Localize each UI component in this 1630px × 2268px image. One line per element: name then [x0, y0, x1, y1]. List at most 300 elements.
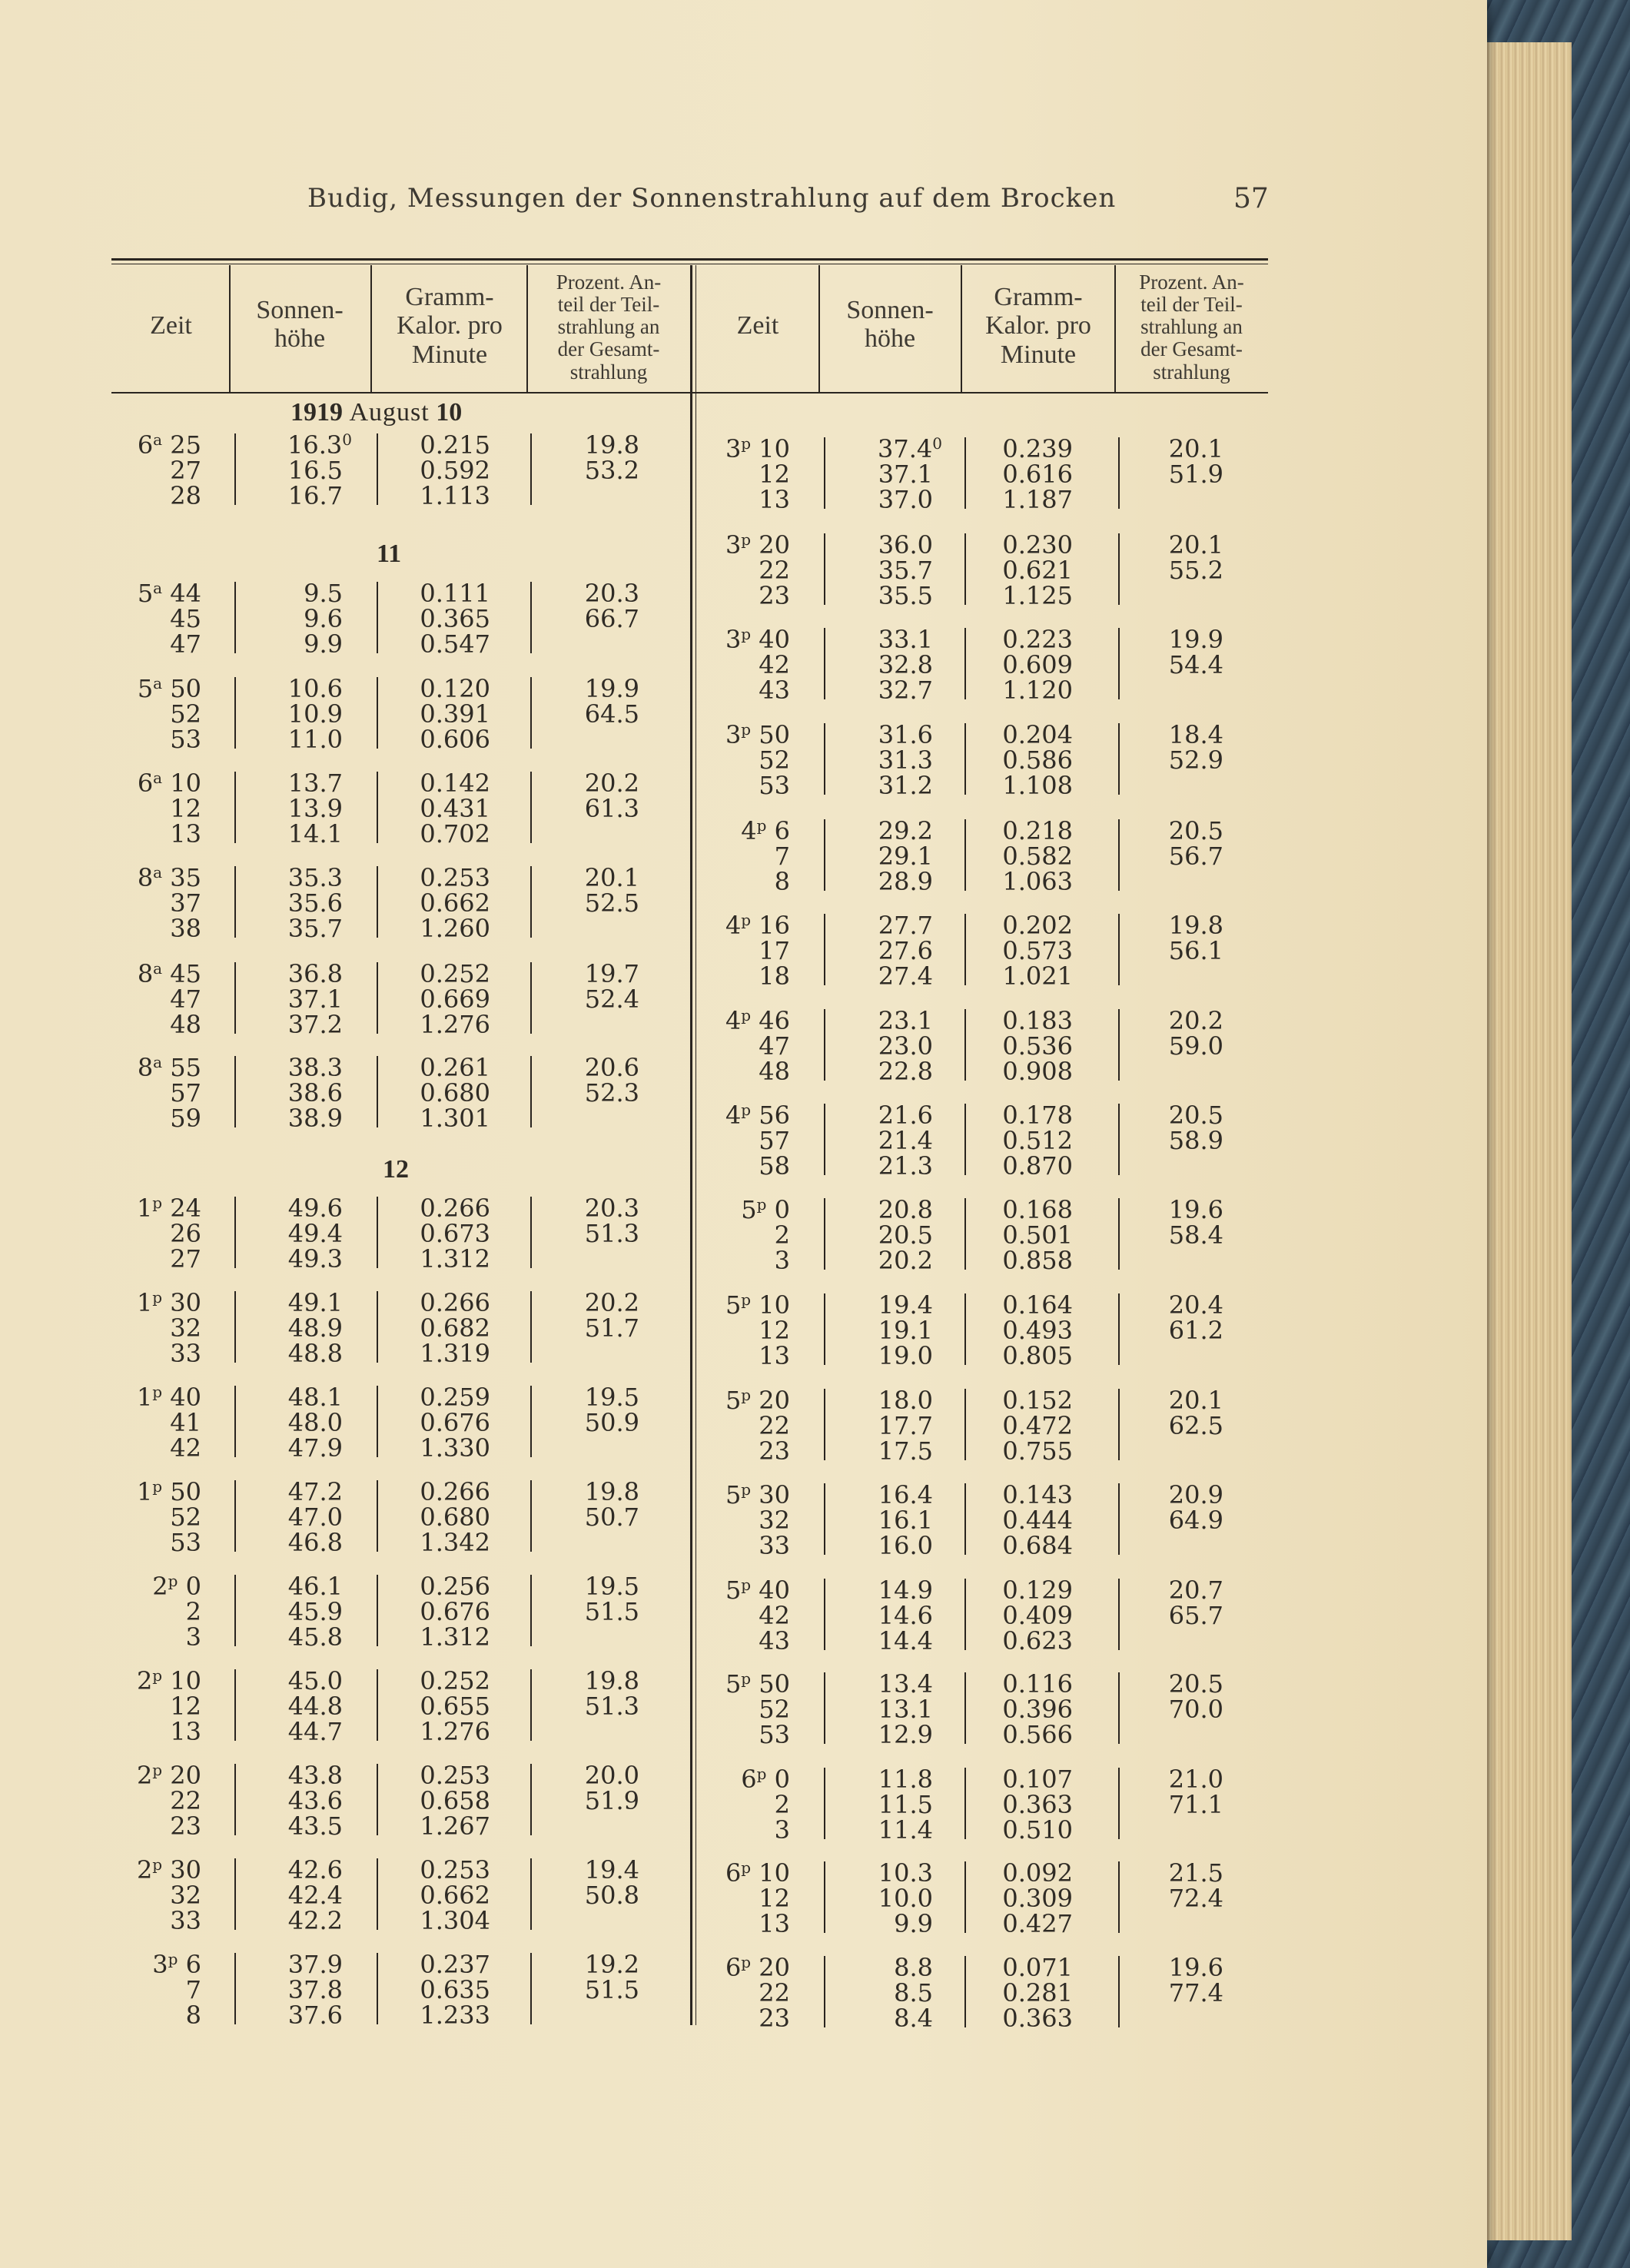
percent-cell: 19.5	[584, 1572, 639, 1601]
group-separator	[1118, 1198, 1120, 1270]
time-cell: 33	[759, 1531, 790, 1560]
time-cell: 18	[759, 961, 790, 991]
calorie-cell: 0.253	[420, 1761, 490, 1790]
time-cell: 12	[170, 794, 201, 823]
center-rule-thin	[695, 265, 696, 2025]
altitude-cell: 13.9	[287, 794, 343, 823]
time-cell: 52	[170, 699, 201, 729]
calorie-cell: 0.658	[420, 1786, 490, 1815]
altitude-cell: 32.8	[878, 650, 933, 679]
time-cell: 42	[759, 1601, 790, 1630]
calorie-cell: 0.237	[420, 1950, 490, 1979]
altitude-cell: 8.4	[894, 2004, 933, 2033]
page-number: 57	[1233, 183, 1269, 214]
altitude-cell: 9.5	[304, 579, 343, 608]
calorie-cell: 1.319	[420, 1339, 490, 1368]
header-separator	[1114, 265, 1116, 392]
calorie-cell: 0.858	[1002, 1246, 1073, 1275]
time-cell: 27	[170, 1244, 201, 1273]
time-cell: 13	[759, 1341, 790, 1370]
calorie-cell: 0.510	[1002, 1815, 1073, 1845]
group-separator	[530, 962, 532, 1034]
percent-cell: 51.5	[584, 1597, 639, 1626]
altitude-cell: 37.8	[287, 1975, 343, 2004]
time-cell: 13	[759, 1909, 790, 1938]
percent-cell: 20.2	[1168, 1006, 1223, 1035]
time-cell: 33	[170, 1339, 201, 1368]
calorie-cell: 1.342	[420, 1528, 490, 1557]
percent-cell: 20.5	[1168, 816, 1223, 845]
group-separator	[530, 1764, 532, 1835]
altitude-cell: 46.8	[287, 1528, 343, 1557]
calorie-cell: 0.107	[1002, 1765, 1073, 1794]
altitude-cell: 20.8	[878, 1195, 933, 1224]
altitude-cell: 19.0	[878, 1341, 933, 1370]
calorie-cell: 0.168	[1002, 1195, 1073, 1224]
time-cell: 5$^p$ 10	[725, 1290, 790, 1320]
time-cell: 12	[759, 460, 790, 489]
date-heading: 1919 August 10	[290, 398, 463, 427]
time-cell: 52	[759, 1695, 790, 1724]
calorie-cell: 0.252	[420, 1666, 490, 1695]
altitude-cell: 35.7	[878, 556, 933, 585]
calorie-cell: 0.547	[420, 629, 490, 659]
altitude-cell: 14.9	[878, 1576, 933, 1605]
group-separator	[964, 914, 966, 985]
percent-cell: 50.9	[584, 1408, 639, 1437]
percent-cell: 20.0	[584, 1761, 639, 1790]
group-separator	[377, 1764, 378, 1835]
calorie-cell: 0.431	[420, 794, 490, 823]
altitude-cell: 19.4	[878, 1290, 933, 1320]
altitude-cell: 27.6	[878, 936, 933, 965]
altitude-cell: 49.6	[287, 1194, 343, 1223]
time-cell: 52	[759, 745, 790, 775]
group-separator	[964, 1579, 966, 1650]
percent-cell: 19.7	[584, 959, 639, 988]
altitude-cell: 19.1	[878, 1316, 933, 1345]
percent-cell: 65.7	[1168, 1601, 1223, 1630]
table-top-rule	[111, 258, 1268, 261]
header-gramm-left: Gramm- Kalor. pro Minute	[397, 283, 503, 369]
altitude-cell: 36.8	[287, 959, 343, 988]
day-heading-11: 11	[377, 540, 402, 568]
group-separator	[377, 582, 378, 653]
header-sonnenhoehe-left: Sonnen- höhe	[256, 296, 344, 354]
group-separator	[964, 628, 966, 699]
altitude-cell: 16.3$^0$	[287, 430, 352, 460]
altitude-cell: 11.5	[878, 1790, 933, 1819]
altitude-cell: 8.8	[894, 1953, 933, 1982]
percent-cell: 20.1	[584, 863, 639, 892]
calorie-cell: 0.616	[1002, 460, 1073, 489]
time-cell: 13	[170, 1717, 201, 1746]
altitude-cell: 35.6	[287, 888, 343, 918]
calorie-cell: 0.592	[420, 456, 490, 485]
altitude-cell: 10.3	[878, 1858, 933, 1888]
altitude-cell: 49.4	[287, 1219, 343, 1248]
percent-cell: 20.3	[584, 1194, 639, 1223]
calorie-cell: 0.501	[1002, 1220, 1073, 1250]
percent-cell: 51.3	[584, 1692, 639, 1721]
group-separator	[964, 1672, 966, 1744]
altitude-cell: 16.5	[287, 456, 343, 485]
time-cell: 13	[759, 485, 790, 514]
group-separator	[377, 1386, 378, 1457]
header-zeit-left: Zeit	[150, 311, 192, 340]
altitude-cell: 35.7	[287, 914, 343, 943]
altitude-cell: 10.0	[878, 1884, 933, 1913]
calorie-cell: 0.363	[1002, 1790, 1073, 1819]
percent-cell: 71.1	[1168, 1790, 1223, 1819]
time-cell: 22	[759, 1411, 790, 1440]
group-separator	[530, 1056, 532, 1127]
time-cell: 2$^p$ 10	[136, 1666, 201, 1695]
percent-cell: 70.0	[1168, 1695, 1223, 1724]
altitude-cell: 49.3	[287, 1244, 343, 1273]
group-separator	[964, 1483, 966, 1555]
altitude-cell: 48.9	[287, 1313, 343, 1343]
calorie-cell: 0.309	[1002, 1884, 1073, 1913]
altitude-cell: 18.0	[878, 1386, 933, 1415]
time-cell: 52	[170, 1503, 201, 1532]
percent-cell: 61.3	[584, 794, 639, 823]
time-cell: 6$^p$ 20	[725, 1953, 790, 1982]
time-cell: 6$^a$ 25	[137, 430, 201, 460]
altitude-cell: 14.1	[287, 819, 343, 848]
time-cell: 5$^p$ 50	[725, 1669, 790, 1699]
group-separator	[530, 1480, 532, 1552]
percent-cell: 19.8	[1168, 911, 1223, 940]
time-cell: 53	[170, 1528, 201, 1557]
percent-cell: 58.4	[1168, 1220, 1223, 1250]
percent-cell: 19.8	[584, 430, 639, 460]
altitude-cell: 43.8	[287, 1761, 343, 1790]
group-separator	[530, 1386, 532, 1457]
altitude-cell: 20.5	[878, 1220, 933, 1250]
group-separator	[964, 1389, 966, 1460]
percent-cell: 62.5	[1168, 1411, 1223, 1440]
time-cell: 3$^p$ 50	[725, 720, 790, 749]
altitude-cell: 37.2	[287, 1010, 343, 1039]
calorie-cell: 1.260	[420, 914, 490, 943]
calorie-cell: 0.702	[420, 819, 490, 848]
altitude-cell: 42.2	[287, 1906, 343, 1935]
time-cell: 3$^p$ 40	[725, 625, 790, 654]
time-cell: 43	[759, 1626, 790, 1655]
time-cell: 22	[170, 1786, 201, 1815]
day-heading-12: 12	[383, 1155, 409, 1184]
group-separator	[964, 1293, 966, 1365]
altitude-cell: 44.8	[287, 1692, 343, 1721]
percent-cell: 21.5	[1168, 1858, 1223, 1888]
calorie-cell: 0.662	[420, 1881, 490, 1910]
group-separator	[964, 819, 966, 891]
time-cell: 6$^a$ 10	[137, 769, 201, 798]
calorie-cell: 0.673	[420, 1219, 490, 1248]
altitude-cell: 43.6	[287, 1786, 343, 1815]
header-prozent-right: Prozent. An- teil der Teil- strahlung an der Gesamt- strahlung	[1139, 271, 1244, 384]
group-separator	[1118, 1861, 1120, 1933]
group-separator	[377, 962, 378, 1034]
calorie-cell: 0.566	[1002, 1720, 1073, 1749]
percent-cell: 59.0	[1168, 1031, 1223, 1061]
group-separator	[377, 1953, 378, 2024]
calorie-cell: 0.143	[1002, 1480, 1073, 1509]
time-cell: 57	[170, 1078, 201, 1107]
group-separator	[964, 1009, 966, 1081]
calorie-cell: 0.493	[1002, 1316, 1073, 1345]
altitude-cell: 13.7	[287, 769, 343, 798]
calorie-cell: 0.152	[1002, 1386, 1073, 1415]
calorie-cell: 0.363	[1002, 2004, 1073, 2033]
time-cell: 8$^a$ 35	[137, 863, 201, 892]
percent-cell: 19.6	[1168, 1953, 1223, 1982]
group-separator	[1118, 723, 1120, 795]
calorie-cell: 1.276	[420, 1717, 490, 1746]
group-separator	[1118, 819, 1120, 891]
calorie-cell: 0.676	[420, 1597, 490, 1626]
group-separator	[377, 1669, 378, 1741]
altitude-cell: 11.0	[287, 725, 343, 754]
calorie-cell: 0.215	[420, 430, 490, 460]
altitude-cell: 42.6	[287, 1855, 343, 1884]
altitude-cell: 35.5	[878, 581, 933, 610]
time-cell: 53	[759, 1720, 790, 1749]
group-separator	[377, 772, 378, 843]
percent-cell: 20.3	[584, 579, 639, 608]
altitude-cell: 14.6	[878, 1601, 933, 1630]
calorie-cell: 0.536	[1002, 1031, 1073, 1061]
calorie-cell: 0.755	[1002, 1436, 1073, 1466]
altitude-cell: 29.2	[878, 816, 933, 845]
altitude-cell: 8.5	[894, 1978, 933, 2007]
percent-cell: 54.4	[1168, 650, 1223, 679]
calorie-cell: 0.680	[420, 1078, 490, 1107]
time-cell: 7	[774, 842, 790, 871]
altitude-cell: 16.7	[287, 481, 343, 510]
altitude-cell: 45.8	[287, 1622, 343, 1652]
percent-cell: 52.3	[584, 1078, 639, 1107]
percent-cell: 72.4	[1168, 1884, 1223, 1913]
altitude-cell: 45.9	[287, 1597, 343, 1626]
time-cell: 5$^p$ 20	[725, 1386, 790, 1415]
percent-cell: 20.9	[1168, 1480, 1223, 1509]
time-cell: 42	[170, 1433, 201, 1463]
group-separator	[1118, 1293, 1120, 1365]
group-separator	[1118, 1389, 1120, 1460]
percent-cell: 53.2	[584, 456, 639, 485]
time-cell: 6$^p$ 0	[741, 1765, 790, 1794]
percent-cell: 58.9	[1168, 1126, 1223, 1155]
time-cell: 59	[170, 1104, 201, 1133]
time-cell: 23	[759, 1436, 790, 1466]
time-cell: 5$^p$ 40	[725, 1576, 790, 1605]
time-cell: 2	[185, 1597, 201, 1626]
time-cell: 12	[170, 1692, 201, 1721]
calorie-cell: 0.230	[1002, 530, 1073, 560]
altitude-cell: 48.0	[287, 1408, 343, 1437]
altitude-cell: 31.3	[878, 745, 933, 775]
running-title: Budig, Messungen der Sonnenstrahlung auf dem Brocken	[307, 183, 1117, 214]
group-separator	[964, 533, 966, 605]
altitude-cell: 9.6	[304, 604, 343, 633]
altitude-cell: 16.1	[878, 1506, 933, 1535]
group-separator	[1118, 1104, 1120, 1175]
calorie-cell: 1.267	[420, 1811, 490, 1841]
altitude-cell: 36.0	[878, 530, 933, 560]
group-separator	[1118, 1009, 1120, 1081]
calorie-cell: 0.365	[420, 604, 490, 633]
time-cell: 8$^a$ 55	[137, 1053, 201, 1082]
time-cell: 12	[759, 1316, 790, 1345]
time-cell: 1$^p$ 30	[136, 1288, 201, 1317]
group-separator	[377, 1056, 378, 1127]
altitude-cell: 13.4	[878, 1669, 933, 1699]
time-cell: 3$^p$ 20	[725, 530, 790, 560]
percent-cell: 20.6	[584, 1053, 639, 1082]
altitude-cell: 31.6	[878, 720, 933, 749]
calorie-cell: 0.396	[1002, 1695, 1073, 1724]
group-separator	[1118, 437, 1120, 509]
group-separator	[530, 1953, 532, 2024]
altitude-cell: 47.9	[287, 1433, 343, 1463]
altitude-cell: 16.4	[878, 1480, 933, 1509]
calorie-cell: 0.621	[1002, 556, 1073, 585]
calorie-cell: 0.261	[420, 1053, 490, 1082]
group-separator	[1118, 1768, 1120, 1839]
group-separator	[1118, 1483, 1120, 1555]
calorie-cell: 0.684	[1002, 1531, 1073, 1560]
time-cell: 42	[759, 650, 790, 679]
altitude-cell: 43.5	[287, 1811, 343, 1841]
group-separator	[1118, 1672, 1120, 1744]
time-cell: 1$^p$ 50	[136, 1477, 201, 1506]
altitude-cell: 16.0	[878, 1531, 933, 1560]
calorie-cell: 0.256	[420, 1572, 490, 1601]
group-separator	[964, 723, 966, 795]
group-separator	[377, 1480, 378, 1552]
group-separator	[377, 433, 378, 505]
percent-cell: 77.4	[1168, 1978, 1223, 2007]
altitude-cell: 38.9	[287, 1104, 343, 1133]
calorie-cell: 0.427	[1002, 1909, 1073, 1938]
time-cell: 33	[170, 1906, 201, 1935]
percent-cell: 64.9	[1168, 1506, 1223, 1535]
calorie-cell: 0.266	[420, 1288, 490, 1317]
time-cell: 48	[759, 1057, 790, 1086]
percent-cell: 51.5	[584, 1975, 639, 2004]
altitude-cell: 14.4	[878, 1626, 933, 1655]
percent-cell: 56.1	[1168, 936, 1223, 965]
header-separator	[961, 265, 962, 392]
calorie-cell: 0.391	[420, 699, 490, 729]
percent-cell: 20.1	[1168, 434, 1223, 463]
percent-cell: 20.4	[1168, 1290, 1223, 1320]
header-separator	[370, 265, 372, 392]
altitude-cell: 29.1	[878, 842, 933, 871]
altitude-cell: 17.7	[878, 1411, 933, 1440]
time-cell: 3$^p$ 6	[152, 1950, 201, 1979]
percent-cell: 19.9	[1168, 625, 1223, 654]
calorie-cell: 0.444	[1002, 1506, 1073, 1535]
percent-cell: 19.5	[584, 1383, 639, 1412]
time-cell: 32	[170, 1313, 201, 1343]
altitude-cell: 37.9	[287, 1950, 343, 1979]
group-separator	[1118, 914, 1120, 985]
time-cell: 47	[170, 985, 201, 1014]
calorie-cell: 0.178	[1002, 1101, 1073, 1130]
group-separator	[530, 677, 532, 749]
group-separator	[964, 1104, 966, 1175]
calorie-cell: 0.655	[420, 1692, 490, 1721]
group-separator	[1118, 1956, 1120, 2027]
calorie-cell: 0.805	[1002, 1341, 1073, 1370]
group-separator	[377, 677, 378, 749]
calorie-cell: 0.218	[1002, 816, 1073, 845]
calorie-cell: 0.253	[420, 863, 490, 892]
altitude-cell: 27.4	[878, 961, 933, 991]
altitude-cell: 47.2	[287, 1477, 343, 1506]
group-separator	[964, 1768, 966, 1839]
time-cell: 5$^a$ 44	[137, 579, 201, 608]
altitude-cell: 22.8	[878, 1057, 933, 1086]
calorie-cell: 0.609	[1002, 650, 1073, 679]
altitude-cell: 38.6	[287, 1078, 343, 1107]
group-separator	[530, 433, 532, 505]
altitude-cell: 47.0	[287, 1503, 343, 1532]
time-cell: 2	[774, 1790, 790, 1819]
group-separator	[377, 1197, 378, 1268]
percent-cell: 52.9	[1168, 745, 1223, 775]
calorie-cell: 0.223	[1002, 625, 1073, 654]
calorie-cell: 0.662	[420, 888, 490, 918]
time-cell: 22	[759, 1978, 790, 2007]
group-separator	[530, 1291, 532, 1363]
altitude-cell: 20.2	[878, 1246, 933, 1275]
time-cell: 32	[759, 1506, 790, 1535]
group-separator	[530, 1669, 532, 1741]
time-cell: 1$^p$ 40	[136, 1383, 201, 1412]
calorie-cell: 1.113	[420, 481, 490, 510]
group-separator	[964, 1861, 966, 1933]
group-separator	[377, 1575, 378, 1646]
time-cell: 12	[759, 1884, 790, 1913]
group-separator	[1118, 628, 1120, 699]
time-cell: 8	[774, 867, 790, 896]
altitude-cell: 32.7	[878, 676, 933, 705]
calorie-cell: 0.111	[420, 579, 490, 608]
time-cell: 2	[774, 1220, 790, 1250]
calorie-cell: 1.276	[420, 1010, 490, 1039]
group-separator	[377, 866, 378, 938]
time-cell: 28	[170, 481, 201, 510]
calorie-cell: 0.669	[420, 985, 490, 1014]
altitude-cell: 11.4	[878, 1815, 933, 1845]
altitude-cell: 10.6	[287, 674, 343, 703]
calorie-cell: 0.120	[420, 674, 490, 703]
calorie-cell: 0.071	[1002, 1953, 1073, 1982]
percent-cell: 51.7	[584, 1313, 639, 1343]
time-cell: 3	[185, 1622, 201, 1652]
percent-cell: 20.5	[1168, 1101, 1223, 1130]
time-cell: 3	[774, 1246, 790, 1275]
calorie-cell: 1.312	[420, 1244, 490, 1273]
time-cell: 4$^p$ 56	[725, 1101, 790, 1130]
header-prozent-left: Prozent. An- teil der Teil- strahlung an der Gesamt- strahlung	[556, 271, 662, 384]
group-separator	[1118, 1579, 1120, 1650]
time-cell: 3	[774, 1815, 790, 1845]
